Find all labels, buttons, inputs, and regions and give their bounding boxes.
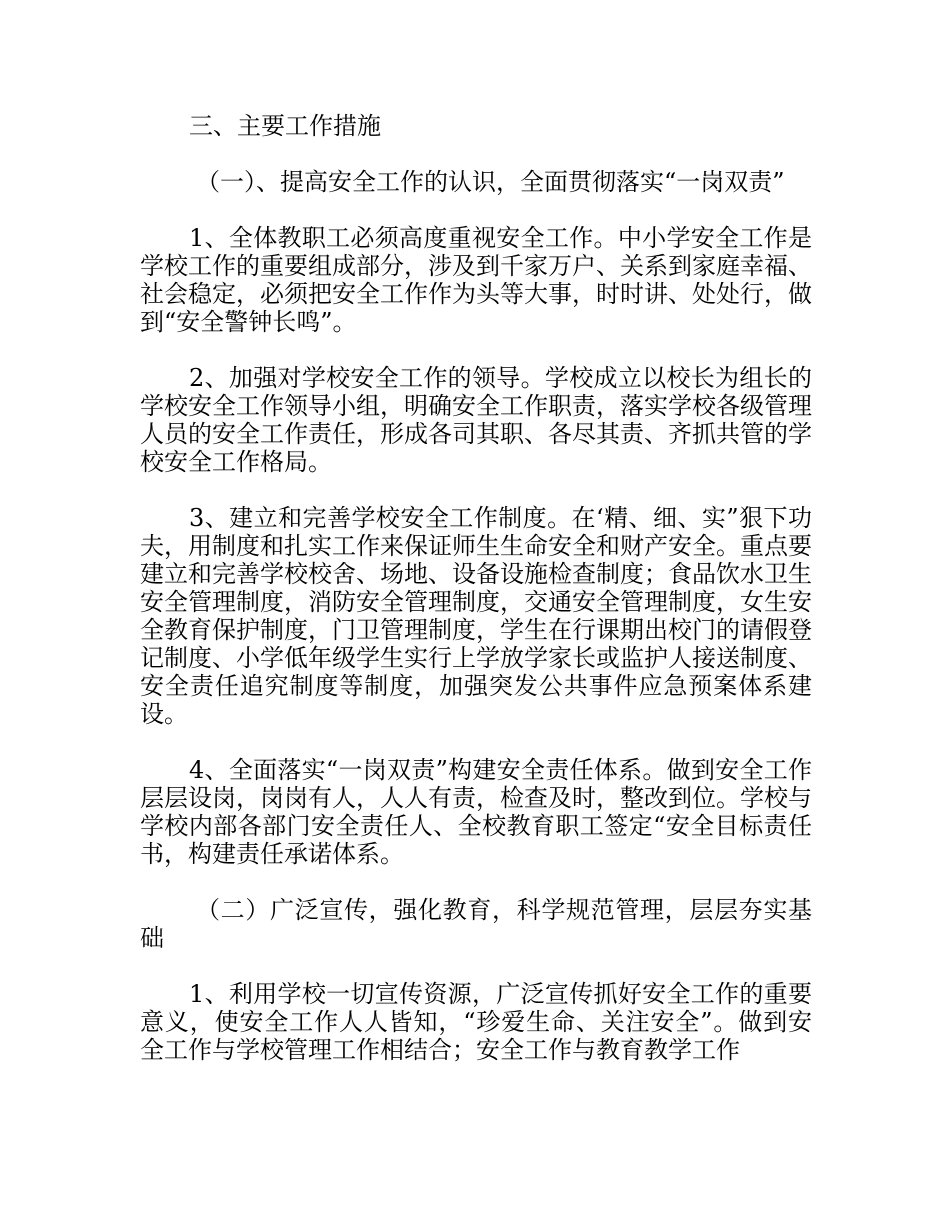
subsection-title: （一）、提高安全工作的认识，全面贯彻落实“一岗双责” [196,168,785,196]
paragraph: 3、建立和完善学校安全工作制度。在‘精、细、实”狠下功夫，用制度和扎实工作来保证师生生命安全和财产安全。重点要建立和完善学校校舍、场地、设备设施检查制度；食品饮水卫生安全管理制度，消防安全管理制度，交通安全管理制度，女生安全教育保护制度，门卫管理制度，学生在行课期出校门的请假登记制度、小学低年级学生实行上学放学家长或监护人接送制度、安全责任追究制度等制度，加强突发公共事件应急预案体系建设。 [140,504,812,728]
paragraph: 2、加强对学校安全工作的领导。学校成立以校长为组长的学校安全工作领导小组，明确安全工作职责，落实学校各级管理人员的安全工作责任，形成各司其职、各尽其责、齐抓共管的学校安全工作格局。 [140,364,812,476]
section-title: 三、主要工作措施 [189,112,381,140]
paragraph: 1、全体教职工必须高度重视安全工作。中小学安全工作是学校工作的重要组成部分，涉及到千家万户、关系到家庭幸福、社会稳定，必须把安全工作作为头等大事，时时讲、处处行，做到“安全警钟长鸣”。 [140,224,812,336]
paragraph: 1、利用学校一切宣传资源，广泛宣传抓好安全工作的重要意义，使安全工作人人皆知，“珍爱生命、关注安全”。做到安全工作与学校管理工作相结合；安全工作与教育教学工作 [140,980,812,1064]
document-body [140,112,812,1092]
subsection-title: （二）广泛宣传，强化教育，科学规范管理，层层夯实基础 [140,896,812,952]
paragraph: 4、全面落实“一岗双责”构建安全责任体系。做到安全工作层层设岗，岗岗有人，人人有责，检查及时，整改到位。学校与学校内部各部门安全责任人、全校教育职工签定“安全目标责任书，构建责任承诺体系。 [140,756,812,868]
